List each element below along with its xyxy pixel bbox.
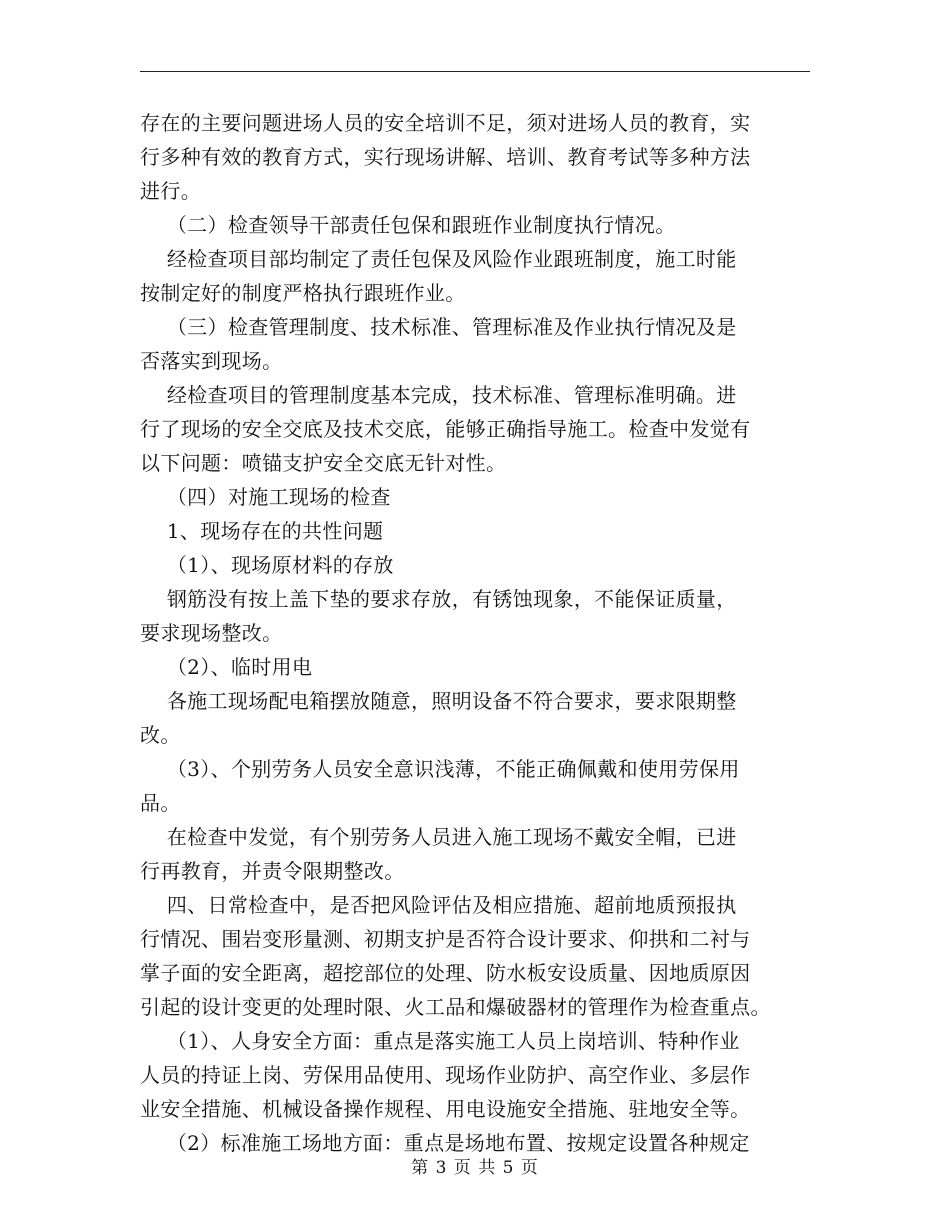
text-line: （3）、个别劳务人员安全意识浅薄，不能正确佩戴和使用劳保用 xyxy=(140,757,740,781)
text-line: 存在的主要问题进场人员的安全培训不足，须对进场人员的教育，实 xyxy=(140,111,751,135)
text-line: （三）检查管理制度、技术标准、管理标准及作业执行情况及是 xyxy=(140,315,737,339)
header-rule xyxy=(140,71,810,72)
text-line: 以下问题：喷锚支护安全交底无针对性。 xyxy=(140,451,507,475)
text-line: 业安全措施、机械设备操作规程、用电设施安全措施、驻地安全等。 xyxy=(140,1097,751,1121)
text-line: 品。 xyxy=(140,791,181,815)
text-line: 掌子面的安全距离，超挖部位的处理、防水板安设质量、因地质原因 xyxy=(140,961,751,985)
text-line: 在检查中发觉，有个别劳务人员进入施工现场不戴安全帽，已进 xyxy=(140,825,737,849)
text-line: （1）、现场原材料的存放 xyxy=(140,553,394,577)
text-line: （2）、临时用电 xyxy=(140,655,313,679)
text-line: 要求现场整改。 xyxy=(140,621,283,645)
text-line: 四、日常检查中，是否把风险评估及相应措施、超前地质预报执 xyxy=(140,893,737,917)
text-line: （二）检查领导干部责任包保和跟班作业制度执行情况。 xyxy=(140,213,676,237)
text-line: 行了现场的安全交底及技术交底，能够正确指导施工。检查中发觉有 xyxy=(140,417,751,441)
text-line: 改。 xyxy=(140,723,181,747)
text-line: 1、现场存在的共性问题 xyxy=(140,519,384,543)
text-line: 行再教育，并责令限期整改。 xyxy=(140,859,405,883)
text-line: 引起的设计变更的处理时限、火工品和爆破器材的管理作为检查重点。 xyxy=(140,995,771,1019)
text-line: 行多种有效的教育方式，实行现场讲解、培训、教育考试等多种方法 xyxy=(140,145,751,169)
text-line: 进行。 xyxy=(140,179,202,203)
text-line: 经检查项目的管理制度基本完成，技术标准、管理标准明确。进 xyxy=(140,383,737,407)
text-line: 各施工现场配电箱摆放随意，照明设备不符合要求，要求限期整 xyxy=(140,689,737,713)
text-line: 按制定好的制度严格执行跟班作业。 xyxy=(140,281,466,305)
text-line: （2）标准施工场地方面：重点是场地布置、按规定设置各种规定 xyxy=(140,1131,750,1155)
text-line: （四）对施工现场的检查 xyxy=(140,485,391,509)
text-line: 钢筋没有按上盖下垫的要求存放，有锈蚀现象，不能保证质量， xyxy=(140,587,737,611)
text-line: 经检查项目部均制定了责任包保及风险作业跟班制度，施工时能 xyxy=(140,247,737,271)
page-number-footer: 第 3 页 共 5 页 xyxy=(411,1158,539,1178)
text-line: 否落实到现场。 xyxy=(140,349,283,373)
text-line: 行情况、围岩变形量测、初期支护是否符合设计要求、仰拱和二衬与 xyxy=(140,927,751,951)
text-line: 人员的持证上岗、劳保用品使用、现场作业防护、高空作业、多层作 xyxy=(140,1063,751,1087)
text-line: （1）、人身安全方面：重点是落实施工人员上岗培训、特种作业 xyxy=(140,1029,740,1053)
